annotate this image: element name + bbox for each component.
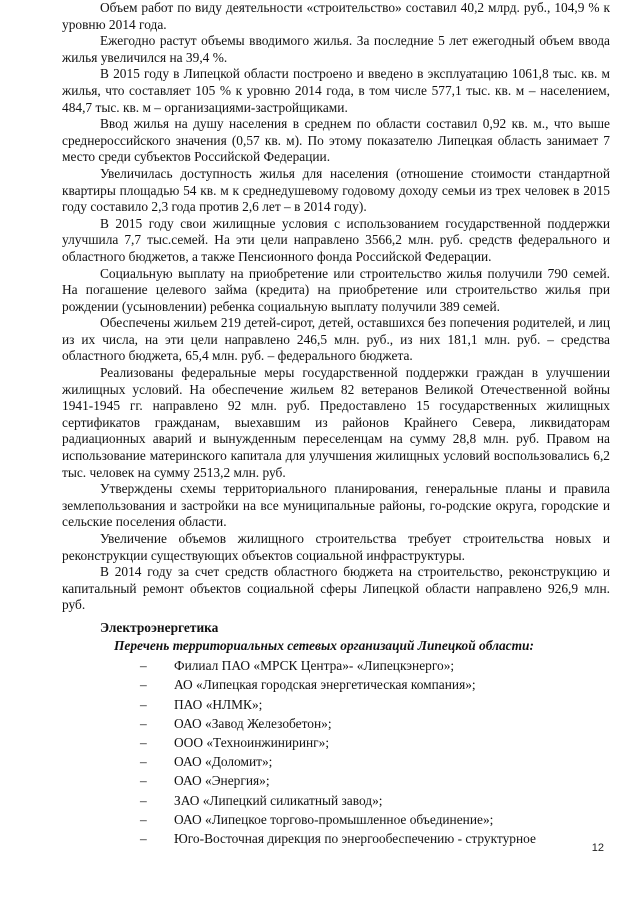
list-dash: – (140, 792, 147, 808)
paragraph-federal-measures: Реализованы федеральные меры государственной поддержки граждан в улучшении жилищных условий. На обеспечение жильем 82 ветеранов Великой Отечественной войны 1941-1945 гг. направлено 92 млн. руб. Предоставлено 15 государственных жилищных сертификатов гражданам, выехавшим из районов Крайнего Севера, ликвидаторам радиационных аварий и вынужденным переселенцам на сумму 28,8 млн. руб. Правом на использование материнского капитала для улучшения жилищных условий воспользовались 6,2 тыс. человек на сумму 2513,2 млн. руб. (62, 365, 610, 480)
organization-name: АО «Липецкая городская энергетическая компания»; (174, 677, 476, 693)
paragraph-housing-growth: Ежегодно растут объемы вводимого жилья. За последние 5 лет ежегодный объем ввода жилья увеличился на 39,4 %. (62, 33, 610, 65)
list-item (62, 810, 610, 829)
list-item (62, 791, 610, 810)
paragraph-housing-2015: В 2015 году в Липецкой области построено и введено в эксплуатацию 1061,8 тыс. кв. м жилья, что составляет 105 % к уровню 2014 года, в том числе 577,1 тыс. кв. м – населением, 484,7 тыс. кв. м – организациями-застройщиками. (62, 66, 610, 115)
organization-name: Юго-Восточная дирекция по энергообеспечению - структурное (174, 830, 536, 846)
list-item (62, 675, 610, 694)
list-dash: – (140, 754, 147, 770)
paragraph-social-infrastructure: Увеличение объемов жилищного строительства требует строительства новых и реконструкции существующих объектов социальной инфраструктуры. (62, 531, 610, 563)
paragraph-territorial-planning: Утверждены схемы территориального планирования, генеральные планы и правила землепользования и застройки на все муниципальные районы, го-родские округа, городские и сельские поселения области. (62, 481, 610, 530)
organization-name: ОАО «Энергия»; (174, 773, 270, 789)
list-dash: – (140, 696, 147, 712)
list-dash: – (140, 830, 147, 846)
list-dash: – (140, 677, 147, 693)
document-page (62, 0, 610, 848)
paragraph-state-support: В 2015 году свои жилищные условия с использованием государственной поддержки улучшила 7,7 тыс.семей. На эти цели направлено 3566,2 млн. руб. средств федерального и областного бюджетов, а также Пенсионного фонда Российской Федерации. (62, 215, 610, 264)
list-title-grid-organizations: Перечень территориальных сетевых организаций Липецкой области: (114, 637, 534, 653)
list-dash: – (140, 658, 147, 674)
list-item (62, 733, 610, 752)
organization-name: ООО «Техноинжиниринг»; (174, 734, 330, 750)
paragraph-construction-volume: Объем работ по виду деятельности «строительство» составил 40,2 млрд. руб., 104,9 % к уровню 2014 года. (62, 0, 610, 32)
paragraph-orphans-housing: Обеспечены жильем 219 детей-сирот, детей, оставшихся без попечения родителей, и лиц из их числа, на эти цели направлено 246,5 млн. руб., из них 181,1 млн. руб. – средства областного бюджета, 65,4 млн. руб. – федерального бюджета. (62, 315, 610, 364)
paragraph-social-payments: Социальную выплату на приобретение или строительство жилья получили 790 семей. На погашение целевого займа (кредита) на приобретение или строительство жилья при рождении (усыновлении) ребенка социальную выплату получили 389 семей. (62, 265, 610, 314)
list-item (62, 829, 610, 848)
list-dash: – (140, 773, 147, 789)
paragraph-regional-budget: В 2014 году за счет средств областного бюджета на строительство, реконструкцию и капитальный ремонт объектов социальной сферы Липецкой области направлено 926,9 млн. руб. (62, 564, 610, 613)
paragraph-housing-affordability: Увеличилась доступность жилья для населения (отношение стоимости стандартной квартиры площадью 54 кв. м к среднедушевому годовому доходу семьи из трех человек в 2015 году составило 2,3 года против 2,6 лет – в 2014 году). (62, 165, 610, 215)
organization-name: ЗАО «Липецкий силикатный завод»; (174, 792, 383, 808)
list-item (62, 656, 610, 675)
list-dash: – (140, 734, 147, 750)
list-item (62, 771, 610, 790)
organization-name: ОАО «Липецкое торгово-промышленное объединение»; (174, 811, 494, 827)
list-dash: – (140, 811, 147, 827)
section-title-electric-power: Электроэнергетика (100, 619, 219, 635)
list-item (62, 695, 610, 714)
list-item (62, 714, 610, 733)
list-item (62, 752, 610, 771)
page-number: 12 (591, 842, 604, 854)
organization-name: ОАО «Завод Железобетон»; (174, 715, 332, 731)
paragraph-housing-per-capita: Ввод жилья на душу населения в среднем по области составил 0,92 кв. м., что выше среднероссийского значения (0,57 кв. м). По этому показателю Липецкая область занимает 7 место среди субъектов Российской Федерации. (62, 116, 610, 165)
organization-name: ОАО «Доломит»; (174, 754, 273, 770)
list-dash: – (140, 715, 147, 731)
organization-name: Филиал ПАО «МРСК Центра»- «Липецкэнерго»; (174, 658, 455, 674)
organizations-list (62, 656, 610, 848)
organization-name: ПАО «НЛМК»; (174, 696, 263, 712)
